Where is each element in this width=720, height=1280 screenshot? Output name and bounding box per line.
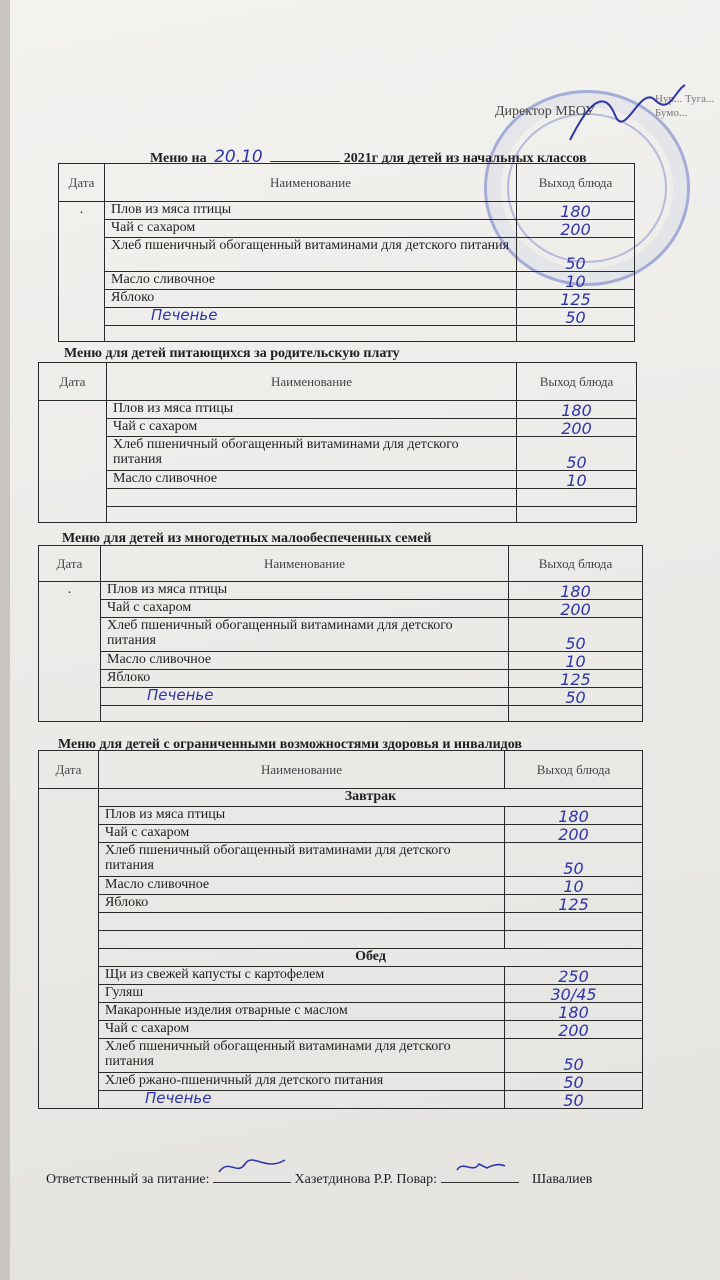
menu-table-large-families <box>38 545 643 722</box>
dish-name-handwritten: Печенье <box>147 686 214 704</box>
dish-name: Хлеб ржано-пшеничный для детского питания <box>99 1073 505 1091</box>
meal-subheading: Обед <box>99 949 643 967</box>
table-row <box>39 507 637 523</box>
dish-yield <box>505 931 643 949</box>
section-title-large-families: Меню для детей из многодетных малообеспеченных семей <box>62 531 432 546</box>
dish-name: Чай с сахаром <box>99 1021 505 1039</box>
table-row <box>39 600 643 618</box>
approval-side-text: Нур... Туга... Бумо... <box>655 93 715 119</box>
dish-yield: 250 <box>505 967 643 985</box>
dish-yield: 50 <box>509 618 643 652</box>
menu-table-primary <box>58 163 635 342</box>
dish-yield: 125 <box>505 895 643 913</box>
col-date: Дата <box>39 363 107 401</box>
dish-yield: 10 <box>509 652 643 670</box>
menu-title-prefix: Меню на <box>150 151 207 166</box>
table-row <box>39 471 637 489</box>
cook-name: Шавалиев <box>532 1172 593 1187</box>
table-row <box>39 618 643 652</box>
dish-name: Чай с сахаром <box>105 220 517 238</box>
dish-yield: 50 <box>517 308 635 326</box>
table-row <box>39 1073 643 1091</box>
dish-name: Плов из мяса птицы <box>99 807 505 825</box>
dish-yield: 200 <box>517 220 635 238</box>
empty-cell <box>101 706 509 722</box>
dish-name: Масло сливочное <box>99 877 505 895</box>
dish-name: Чай с сахаром <box>101 600 509 618</box>
dish-name-handwritten: Печенье <box>145 1089 212 1107</box>
col-name: Наименование <box>99 751 505 789</box>
dish-yield: 180 <box>505 1003 643 1021</box>
table-row <box>39 582 643 600</box>
dish-yield: 200 <box>517 419 637 437</box>
responsible-signature <box>213 1168 291 1183</box>
dish-name: Хлеб пшеничный обогащенный витаминами для детского питания <box>99 843 505 877</box>
table-row <box>39 843 643 877</box>
dish-yield <box>505 913 643 931</box>
dish-name <box>99 913 505 931</box>
col-name: Наименование <box>107 363 517 401</box>
responsible-label: Ответственный за питание: <box>46 1172 210 1187</box>
table-row <box>39 688 643 706</box>
dish-name <box>107 489 517 507</box>
table-row <box>39 1003 643 1021</box>
table-row <box>39 1039 643 1073</box>
dish-yield: 10 <box>505 877 643 895</box>
table-row <box>39 1021 643 1039</box>
dish-name: Яблоко <box>99 895 505 913</box>
dish-name: Плов из мяса птицы <box>107 401 517 419</box>
date-cell <box>39 789 99 1109</box>
dish-name: Плов из мяса птицы <box>105 202 517 220</box>
dish-yield: 200 <box>505 1021 643 1039</box>
dish-name: Макаронные изделия отварные с маслом <box>99 1003 505 1021</box>
dish-name <box>105 308 517 326</box>
section-title-paid: Меню для детей питающихся за родительскую плату <box>64 346 400 361</box>
dish-name: Плов из мяса птицы <box>101 582 509 600</box>
table-row <box>59 238 635 272</box>
table-row <box>39 931 643 949</box>
dish-name <box>99 1091 505 1109</box>
table-row <box>39 419 637 437</box>
col-out: Выход блюда <box>517 363 637 401</box>
dish-name: Масло сливочное <box>105 272 517 290</box>
dish-yield: 125 <box>509 670 643 688</box>
dish-yield: 50 <box>505 1073 643 1091</box>
dish-yield: 10 <box>517 471 637 489</box>
meal-subheading: Завтрак <box>99 789 643 807</box>
dish-name: Яблоко <box>101 670 509 688</box>
dish-yield: 180 <box>505 807 643 825</box>
menu-date: 20.10 <box>214 147 263 167</box>
date-underline <box>270 161 340 162</box>
date-cell: . <box>39 582 101 722</box>
dish-yield: 10 <box>517 272 635 290</box>
dish-yield: 200 <box>505 825 643 843</box>
table-row <box>39 706 643 722</box>
col-out: Выход блюда <box>517 164 635 202</box>
dish-name: Щи из свежей капусты с картофелем <box>99 967 505 985</box>
table-row <box>59 272 635 290</box>
col-date: Дата <box>39 546 101 582</box>
dish-yield: 50 <box>505 1039 643 1073</box>
empty-cell <box>517 507 637 523</box>
empty-cell <box>509 706 643 722</box>
table-row <box>59 326 635 342</box>
responsible-name: Хазетдинова Р.Р. <box>294 1172 393 1187</box>
table-row <box>59 308 635 326</box>
col-out: Выход блюда <box>509 546 643 582</box>
table-row <box>59 290 635 308</box>
dish-yield: 50 <box>517 238 635 272</box>
col-out: Выход блюда <box>505 751 643 789</box>
dish-name <box>101 688 509 706</box>
dish-yield: 50 <box>505 843 643 877</box>
table-row <box>39 895 643 913</box>
cook-signature <box>441 1168 519 1183</box>
dish-name: Чай с сахаром <box>99 825 505 843</box>
dish-yield: 180 <box>509 582 643 600</box>
footer-signatures <box>46 1168 592 1188</box>
dish-name-handwritten: Печенье <box>151 306 218 324</box>
empty-cell <box>517 326 635 342</box>
date-cell: . <box>59 202 105 342</box>
col-date: Дата <box>59 164 105 202</box>
empty-cell <box>105 326 517 342</box>
date-cell <box>39 401 107 523</box>
dish-name: Гуляш <box>99 985 505 1003</box>
table-row <box>39 437 637 471</box>
table-row <box>39 967 643 985</box>
dish-name: Чай с сахаром <box>107 419 517 437</box>
col-name: Наименование <box>105 164 517 202</box>
dish-yield: 125 <box>517 290 635 308</box>
table-row <box>59 202 635 220</box>
table-row <box>39 789 643 807</box>
table-row <box>39 489 637 507</box>
dish-yield: 50 <box>509 688 643 706</box>
menu-table-disabilities <box>38 750 643 1109</box>
table-row <box>39 985 643 1003</box>
dish-yield: 30/45 <box>505 985 643 1003</box>
dish-name: Хлеб пшеничный обогащенный витаминами для детского питания <box>99 1039 505 1073</box>
table-row <box>39 877 643 895</box>
menu-table-paid <box>38 362 637 523</box>
dish-yield: 200 <box>509 600 643 618</box>
dish-yield: 50 <box>505 1091 643 1109</box>
dish-yield <box>517 489 637 507</box>
dish-yield: 180 <box>517 202 635 220</box>
table-row <box>39 807 643 825</box>
section-title-disabilities: Меню для детей с ограниченными возможностями здоровья и инвалидов <box>58 737 522 752</box>
table-row <box>39 401 637 419</box>
table-row <box>39 1091 643 1109</box>
table-row <box>39 825 643 843</box>
table-row <box>39 949 643 967</box>
dish-name: Масло сливочное <box>101 652 509 670</box>
table-row <box>39 913 643 931</box>
dish-name: Хлеб пшеничный обогащенный витаминами для детского питания <box>105 238 517 272</box>
table-row <box>39 652 643 670</box>
col-name: Наименование <box>101 546 509 582</box>
table-row <box>59 220 635 238</box>
col-date: Дата <box>39 751 99 789</box>
empty-cell <box>107 507 517 523</box>
director-signature <box>560 80 690 150</box>
cook-label: Повар: <box>396 1172 438 1187</box>
dish-name: Масло сливочное <box>107 471 517 489</box>
director-label: Директор МБОУ <box>495 104 595 119</box>
dish-name: Яблоко <box>105 290 517 308</box>
dish-yield: 50 <box>517 437 637 471</box>
dish-yield: 180 <box>517 401 637 419</box>
table-row <box>39 670 643 688</box>
dish-name <box>99 931 505 949</box>
menu-title-suffix: 2021г для детей из начальных классов <box>343 151 587 166</box>
dish-name: Хлеб пшеничный обогащенный витаминами для детского питания <box>101 618 509 652</box>
dish-name: Хлеб пшеничный обогащенный витаминами для детского питания <box>107 437 517 471</box>
